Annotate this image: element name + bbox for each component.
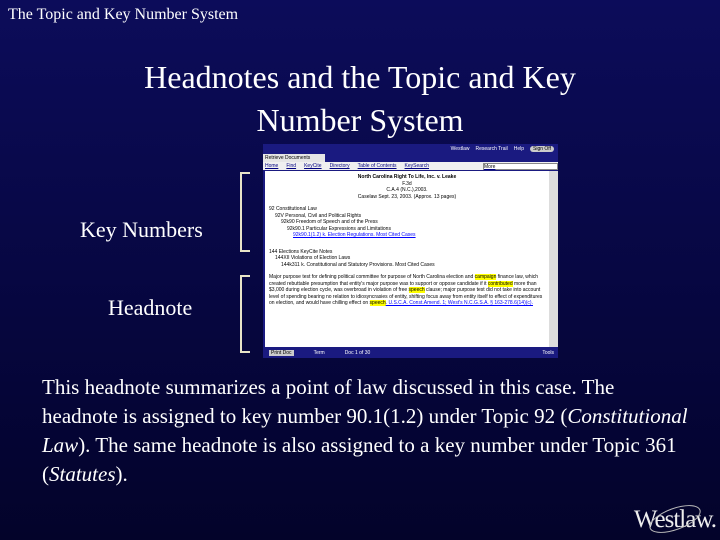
nav-keycite: KeyCite: [304, 163, 322, 169]
westlaw-logo: [634, 506, 716, 534]
scrollbar: [549, 171, 558, 347]
key-line: 92k90 Freedom of Speech and of the Press: [281, 219, 378, 225]
nav-toc: Table of Contents: [357, 163, 397, 169]
tools-menu: Tools: [542, 350, 554, 356]
key-line: 92 Constitutional Law: [269, 206, 317, 212]
help-link: Help: [513, 146, 525, 152]
headnote-text: [269, 274, 545, 307]
sign-off-button: Sign Off: [530, 146, 554, 152]
hn-text: clause; major purpose test did not take into account level of spending bearing no relation to idiosyncrasies of entity, shifting focus away from entity itself to effect of expenditures on election, and would have chilling effect on: [269, 287, 543, 306]
nav-directory: Directory: [329, 163, 350, 169]
case-line: Caselaw Sept. 23, 2003. (Approx. 13 pages): [357, 193, 457, 200]
key-numbers-bracket: [240, 172, 250, 252]
hn-highlight: contributed: [487, 280, 513, 287]
case-line: C.A.4 (N.C.),2003.: [386, 187, 428, 193]
hn-text: finance law, which created rebuttable presumption that entity's major purpose was to support or oppose candidate if it: [269, 274, 539, 287]
hn-highlight: speech: [408, 287, 425, 293]
slide-header: The Topic and Key Number System: [8, 6, 239, 23]
nav-find: Find: [286, 163, 297, 169]
document-content: [265, 171, 549, 347]
topic-92-name: Constitutional Law: [42, 404, 688, 457]
hn-text: Major purpose test for defining political committee for purpose of North Carolina election and: [269, 274, 475, 280]
nav-keysearch: KeySearch: [404, 163, 429, 169]
headnote-label: Headnote: [108, 295, 193, 320]
key-line: 92V Personal, Civil and Political Rights: [275, 212, 362, 219]
research-trail-link: Research Trail: [475, 146, 508, 152]
logo-text: Westlaw.: [633, 506, 716, 533]
westlaw-screenshot: [263, 144, 558, 358]
slide-body-text: [42, 373, 692, 489]
body-text: This headnote summarizes a point of law discussed in this case. The headnote is assigned to key number 90.1(1.2) under Topic 92 (: [42, 375, 615, 428]
westlaw-link: Westlaw: [450, 146, 470, 152]
hn-citation: . U.S.C.A. Const.Amend. 1; West's N.C.G.S.A. § 163-278.6(14)(c).: [385, 300, 533, 306]
nav-home: Home: [265, 163, 279, 169]
key-line: 92k90.1 Particular Expressions and Limitations: [287, 225, 391, 232]
key-line: 144XII Violations of Election Laws: [275, 255, 351, 261]
term-nav: Term: [313, 350, 325, 356]
more-select: More: [483, 163, 558, 170]
key-line: 144k311 k. Constitutional and Statutory Provisions. Most Cited Cases: [281, 261, 435, 268]
key-numbers-label: Key Numbers: [80, 217, 203, 242]
topic-361-name: Statutes: [49, 462, 116, 486]
top-links: [263, 144, 558, 154]
key-line: 92k90.1(1.2) k. Election Regulations. Most Cited Cases: [293, 232, 416, 238]
print-doc-button: Print Doc: [271, 350, 292, 356]
hn-highlight: speech: [369, 300, 386, 306]
nav-bar: [263, 162, 558, 170]
hn-highlight: campaign: [474, 274, 497, 280]
doc-nav: Doc 1 of 30: [344, 350, 371, 356]
body-text: ).: [115, 462, 128, 486]
hn-text: more than $3,000 during election cycle, was overbroad in violation of free: [269, 280, 537, 293]
footer-bar: [263, 348, 558, 358]
case-line: F.3d: [402, 180, 412, 187]
case-title: North Carolina Right To Life, Inc. v. Leake: [357, 174, 457, 180]
headnote-bracket: [240, 275, 250, 353]
key-line: 144 Elections KeyCite Notes: [269, 248, 333, 255]
body-text: ). The same headnote is also assigned to a key number under Topic 361 (: [42, 433, 677, 486]
slide-title: [0, 56, 720, 142]
title-line-1: Headnotes and the Topic and Key: [144, 59, 576, 95]
tab: Retrieve Documents: [263, 154, 325, 162]
title-line-2: Number System: [256, 102, 464, 138]
